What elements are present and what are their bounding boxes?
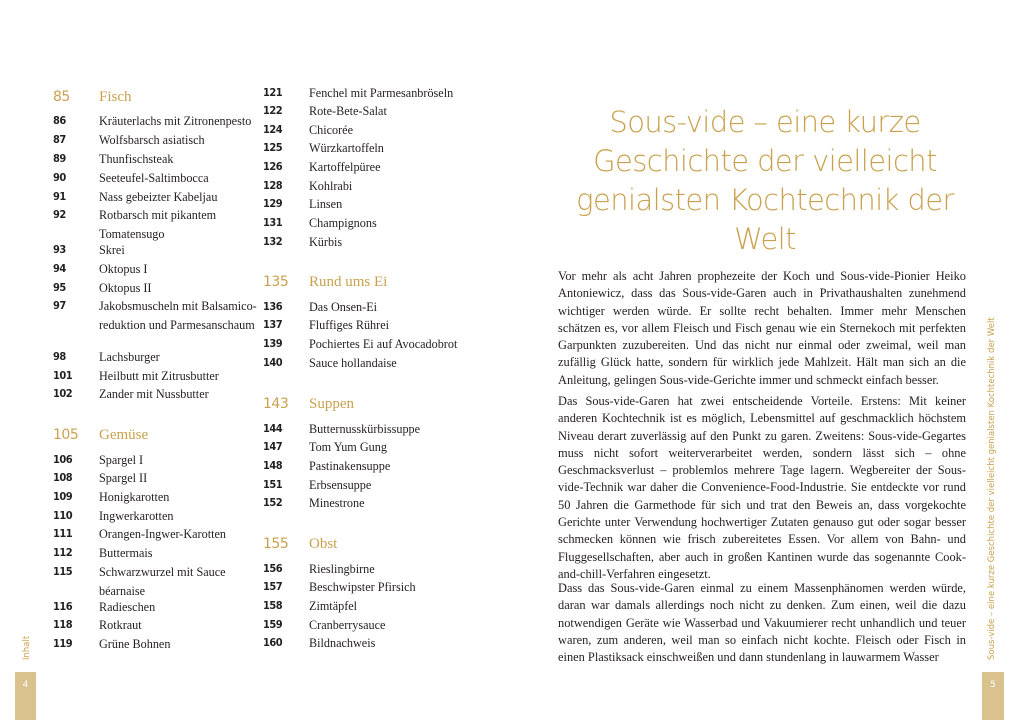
toc-title: Pastinakensuppe <box>309 459 391 473</box>
toc-title: Das Onsen-Ei <box>309 300 378 314</box>
toc-title: Fisch <box>99 89 132 105</box>
toc-page-number: 94 <box>53 262 66 275</box>
toc-entry <box>53 525 259 544</box>
toc-page-number: 122 <box>263 104 283 117</box>
toc-page-number: 108 <box>53 471 73 484</box>
toc-entry <box>53 112 259 131</box>
toc-entry <box>53 385 259 404</box>
toc-entry <box>263 84 469 103</box>
toc-page-number: 159 <box>263 618 283 631</box>
toc-entry <box>263 335 469 354</box>
toc-title: Skrei <box>99 243 125 257</box>
toc-entry <box>263 102 469 121</box>
toc-entry <box>53 150 259 169</box>
toc-entry <box>263 177 469 196</box>
toc-title: Chicorée <box>309 123 353 137</box>
toc-entry <box>263 195 469 214</box>
toc-page-number: 155 <box>263 536 289 552</box>
toc-page-number: 110 <box>53 509 73 522</box>
toc-page-number: 152 <box>263 496 283 509</box>
toc-title: Spargel II <box>99 471 148 485</box>
toc-entry <box>263 354 469 373</box>
toc-page-number: 140 <box>263 356 283 369</box>
left-running-head: Inhalt <box>22 635 32 660</box>
toc-entry <box>53 563 259 600</box>
toc-title: Butternusskürbissuppe <box>309 422 421 436</box>
toc-page-number: 156 <box>263 562 283 575</box>
toc-entry <box>53 188 259 207</box>
toc-title: Suppen <box>309 396 354 412</box>
toc-entry <box>263 578 469 597</box>
toc-title: Rieslingbirne <box>309 562 375 576</box>
toc-entry <box>53 635 259 654</box>
toc-page-number: 151 <box>263 478 283 491</box>
toc-page-number: 85 <box>53 89 70 105</box>
toc-page-number: 124 <box>263 123 283 136</box>
toc-page-number: 119 <box>53 637 73 650</box>
toc-page-number: 157 <box>263 580 283 593</box>
toc-section-heading <box>53 89 132 106</box>
toc-title: Buttermais <box>99 546 153 560</box>
toc-page-number: 125 <box>263 141 283 154</box>
toc-title: Ingwerkarotten <box>99 509 174 523</box>
toc-title: Lachsburger <box>99 350 160 364</box>
toc-title: Rote-Bete-Salat <box>309 104 387 118</box>
toc-page-number: 136 <box>263 300 283 313</box>
toc-page-number: 144 <box>263 422 283 435</box>
toc-title: Spargel I <box>99 453 144 467</box>
toc-page-number: 128 <box>263 179 283 192</box>
toc-page-number: 89 <box>53 152 66 165</box>
toc-title: Kräuterlachs mit Zitronenpesto <box>99 114 252 128</box>
toc-page-number: 90 <box>53 171 66 184</box>
toc-entry <box>53 616 259 635</box>
toc-title: Rotkraut <box>99 618 142 632</box>
toc-title: Beschwipster Pfirsich <box>309 580 416 594</box>
toc-entry <box>53 279 259 298</box>
toc-entry <box>53 260 259 279</box>
toc-entry <box>53 169 259 188</box>
toc-title: Rotbarsch mit pikantem Tomatensugo <box>99 208 217 241</box>
toc-entry <box>53 241 259 260</box>
toc-page-number: 137 <box>263 318 283 331</box>
toc-page-number: 158 <box>263 599 283 612</box>
toc-title: Sauce hollandaise <box>309 356 397 370</box>
toc-title: Würzkartoffeln <box>309 141 384 155</box>
toc-page-number: 97 <box>53 299 66 312</box>
toc-title: Orangen-Ingwer-Karotten <box>99 527 226 541</box>
toc-title: Schwarzwurzel mit Sauce béarnaise <box>99 565 226 598</box>
toc-page-number: 101 <box>53 369 73 382</box>
toc-title: Pochiertes Ei auf Avocadobrot <box>309 337 458 351</box>
toc-page-number: 102 <box>53 387 73 400</box>
toc-title: Fenchel mit Parmesanbröseln <box>309 86 454 100</box>
toc-page-number: 112 <box>53 546 73 559</box>
body-paragraph-3 <box>558 580 966 683</box>
toc-entry <box>53 206 259 243</box>
toc-title: Cranberrysauce <box>309 618 386 632</box>
toc-title: Erbsensuppe <box>309 478 372 492</box>
toc-title: Gemüse <box>99 427 149 443</box>
toc-section-heading <box>263 274 387 291</box>
chapter-title: Sous-vide – eine kurze Geschichte der vielleicht genialsten Kochtechnik der Welt <box>576 105 954 257</box>
body-paragraph-2 <box>558 393 966 600</box>
toc-section-heading <box>263 396 354 413</box>
paragraph-text: Vor mehr als acht Jahren prophezeite der Koch und Sous-vide-Pionier Heiko Antoniewicz, dass das Sous-vide-Garen auch in Privathaushalten zunehmend wichtiger werden würde. Er sollte recht behalten. Immer mehr Menschen schätzen es, vor allem Fleisch und Fisch genau wie ein Sternekoch mit perfekten Garpunkten zuzubereiten. Und das nicht nur einmal oder zweimal, weil man zufällig Glück hatte, sondern für wirklich jede Mahlzeit. Hält man sich an die Anleitung, gelingen Sous-vide-Gerichte immer und schmeckt einfach besser. <box>558 269 966 387</box>
toc-page-number: 87 <box>53 133 66 146</box>
toc-title: Zimtäpfel <box>309 599 358 613</box>
toc-entry <box>53 131 259 150</box>
toc-title: Honigkarotten <box>99 490 170 504</box>
right-running-head: Sous-vide – eine kurze Geschichte der vielleicht genialsten Kochtechnik der Welt <box>987 317 997 660</box>
toc-page-number: 121 <box>263 86 283 99</box>
toc-page-number: 148 <box>263 459 283 472</box>
toc-title: Nass gebeizter Kabeljau <box>99 190 218 204</box>
body-paragraph-1 <box>558 268 966 406</box>
toc-title: Fluffiges Rührei <box>309 318 390 332</box>
toc-entry <box>53 488 259 507</box>
toc-entry <box>53 297 259 334</box>
toc-entry <box>53 507 259 526</box>
toc-entry <box>263 214 469 233</box>
toc-title: Kartoffelpüree <box>309 160 381 174</box>
toc-entry <box>263 634 469 653</box>
toc-entry <box>53 469 259 488</box>
toc-title: Minestrone <box>309 496 365 510</box>
toc-page-number: 132 <box>263 235 283 248</box>
toc-title: Kürbis <box>309 235 343 249</box>
toc-page-number: 116 <box>53 600 73 613</box>
toc-entry <box>53 598 259 617</box>
toc-title: Rund ums Ei <box>309 274 388 290</box>
toc-page-number: 115 <box>53 565 73 578</box>
toc-title: Seeteufel-Saltimbocca <box>99 171 209 185</box>
paragraph-text: Das Sous-vide-Garen hat zwei entscheidende Vorteile. Erstens: Mit keiner anderen Kochtechnik ist es möglich, Lebensmittel auf geschmacklich höchstem Niveau derart zuverlässig auf den Punkt zu garen. Zweitens: Sous-vide-Gegartes muss nicht sofort weiterverarbeitet werden, sondern lässt sich – ohne Geschmacksverlust – problemlos mehrere Tage lagern. Wegbereiter der Sous-vide-Technik war daher die Convenience-Food-Industrie. Sie entdeckte vor rund 50 Jahren die Garmethode für sich und trat den Beweis an, dass vorgekochte Gerichte unter Verwendung hochwertiger Zutaten genauso gut oder sogar besser schmecken können wie frisch zubereitetes Essen. Vor allem von Bahn- und Fluggesellschaften, aber auch in großen Kantinen wurde das sogenannte Cook-and-chill-Verfahren eingesetzt. <box>558 394 966 581</box>
toc-page-number: 106 <box>53 453 73 466</box>
toc-title: Bildnachweis <box>309 636 376 650</box>
toc-entry <box>53 544 259 563</box>
toc-page-number: 98 <box>53 350 66 363</box>
toc-entry <box>263 476 469 495</box>
toc-section-heading <box>53 427 148 444</box>
toc-page-number: 91 <box>53 190 66 203</box>
toc-entry <box>263 560 469 579</box>
toc-page-number: 131 <box>263 216 283 229</box>
paragraph-text: Dass das Sous-vide-Garen einmal zu einem Massenphänomen werden würde, daran war damals allerdings noch nicht zu denken. Zum einen, weil die dazu notwendigen Geräte wie Wasserbad und Vakuumierer recht unhandlich und teuer waren, zum anderen, weil man so einfach nicht kochte. Fleisch oder Fisch in einen Plastiksack einschweißen und dann stundenlang in lauwarmem Wasser <box>558 581 966 665</box>
toc-entry <box>263 121 469 140</box>
toc-entry <box>263 420 469 439</box>
toc-page-number: 126 <box>263 160 283 173</box>
toc-title: Jakobsmuscheln mit Balsamico-reduktion und Parmesanschaum <box>99 299 257 332</box>
toc-page-number: 111 <box>53 527 73 540</box>
toc-entry <box>263 438 469 457</box>
toc-title: Heilbutt mit Zitrusbutter <box>99 369 219 383</box>
page-number-left: 4 <box>15 672 36 720</box>
toc-title: Grüne Bohnen <box>99 637 171 651</box>
toc-title: Linsen <box>309 197 343 211</box>
toc-title: Champignons <box>309 216 377 230</box>
toc-page-number: 147 <box>263 440 283 453</box>
toc-title: Kohlrabi <box>309 179 353 193</box>
toc-page-number: 143 <box>263 396 289 412</box>
toc-entry <box>263 139 469 158</box>
toc-entry <box>53 348 259 367</box>
toc-entry <box>263 316 469 335</box>
toc-page-number: 105 <box>53 427 79 443</box>
toc-page-number: 109 <box>53 490 73 503</box>
toc-page-number: 129 <box>263 197 283 210</box>
toc-entry <box>263 616 469 635</box>
toc-title: Oktopus II <box>99 281 152 295</box>
toc-title: Oktopus I <box>99 262 148 276</box>
toc-entry <box>263 298 469 317</box>
toc-page-number: 160 <box>263 636 283 649</box>
toc-page-number: 135 <box>263 274 289 290</box>
toc-title: Obst <box>309 536 338 552</box>
toc-title: Tom Yum Gung <box>309 440 387 454</box>
toc-entry <box>263 457 469 476</box>
page-number-right: 5 <box>982 672 1004 720</box>
toc-entry <box>53 367 259 386</box>
toc-section-heading <box>263 536 337 553</box>
toc-title: Wolfsbarsch asiatisch <box>99 133 205 147</box>
toc-entry <box>263 597 469 616</box>
toc-page-number: 139 <box>263 337 283 350</box>
toc-page-number: 118 <box>53 618 73 631</box>
toc-entry <box>53 451 259 470</box>
toc-page-number: 92 <box>53 208 66 221</box>
toc-page-number: 95 <box>53 281 66 294</box>
toc-page-number: 86 <box>53 114 66 127</box>
toc-entry <box>263 158 469 177</box>
toc-entry <box>263 494 469 513</box>
toc-title: Thunfischsteak <box>99 152 174 166</box>
toc-entry <box>263 233 469 252</box>
toc-page-number: 93 <box>53 243 66 256</box>
toc-title: Zander mit Nussbutter <box>99 387 209 401</box>
toc-title: Radieschen <box>99 600 156 614</box>
